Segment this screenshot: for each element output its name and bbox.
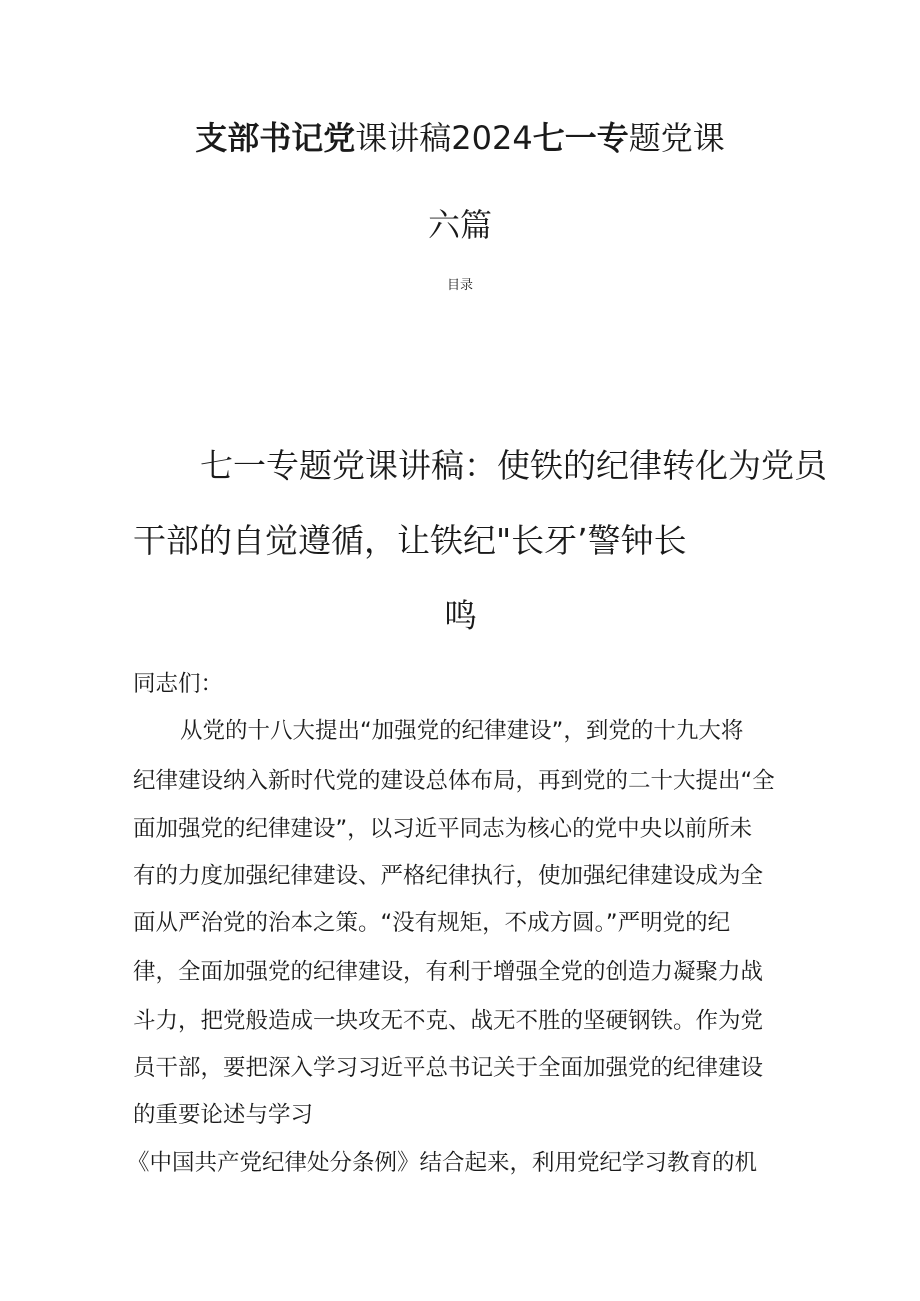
paragraph-line: 斗力，把党般造成一块攻无不克、战无不胜的坚硬钢铁。作为党 xyxy=(133,1008,764,1034)
toc-label: 目录 xyxy=(446,278,473,293)
title-bold-part-b: 七一专 xyxy=(532,119,629,157)
document-title-line-2: 六篇 xyxy=(427,206,492,244)
title-normal-part-a: 课讲稿2024 xyxy=(355,119,533,157)
section-title-line-2: 干部的自觉遵循，让铁纪"长牙’警钟长 xyxy=(133,521,687,560)
paragraph-line: 纪律建设纳入新时代党的建设总体布局，再到党的二十大提出“全 xyxy=(133,768,775,794)
paragraph-line: 面从严治党的治本之策。“没有规矩，不成方圆。”严明党的纪 xyxy=(133,910,731,936)
paragraph-line: 面加强党的纪律建设”，以习近平同志为核心的党中央以前所未 xyxy=(133,816,753,842)
paragraph-line: 的重要论述与学习 xyxy=(133,1102,314,1128)
paragraph-line: 有的力度加强纪律建设、严格纪律执行，使加强纪律建设成为全 xyxy=(133,863,764,889)
title-normal-part-b: 题党课 xyxy=(628,119,725,157)
paragraph-line: 从党的十八大提出“加强党的纪律建设”，到党的十九大将 xyxy=(180,718,744,744)
title-bold-part-a: 支部书记党 xyxy=(195,119,356,157)
section-title-line-1: 七一专题党课讲稿：使铁的纪律转化为党员 xyxy=(200,446,827,485)
section-title-line-3: 鸣 xyxy=(444,596,477,635)
paragraph-line: 《中国共产党纪律处分条例》结合起来，利用党纪学习教育的机 xyxy=(127,1150,758,1176)
paragraph-line: 律，全面加强党的纪律建设，有利于增强全党的创造力凝聚力战 xyxy=(133,959,764,985)
salutation: 同志们： xyxy=(133,671,224,697)
document-title-line-1 xyxy=(0,113,920,159)
paragraph-line: 员干部，要把深入学习习近平总书记关于全面加强党的纪律建设 xyxy=(133,1055,764,1081)
